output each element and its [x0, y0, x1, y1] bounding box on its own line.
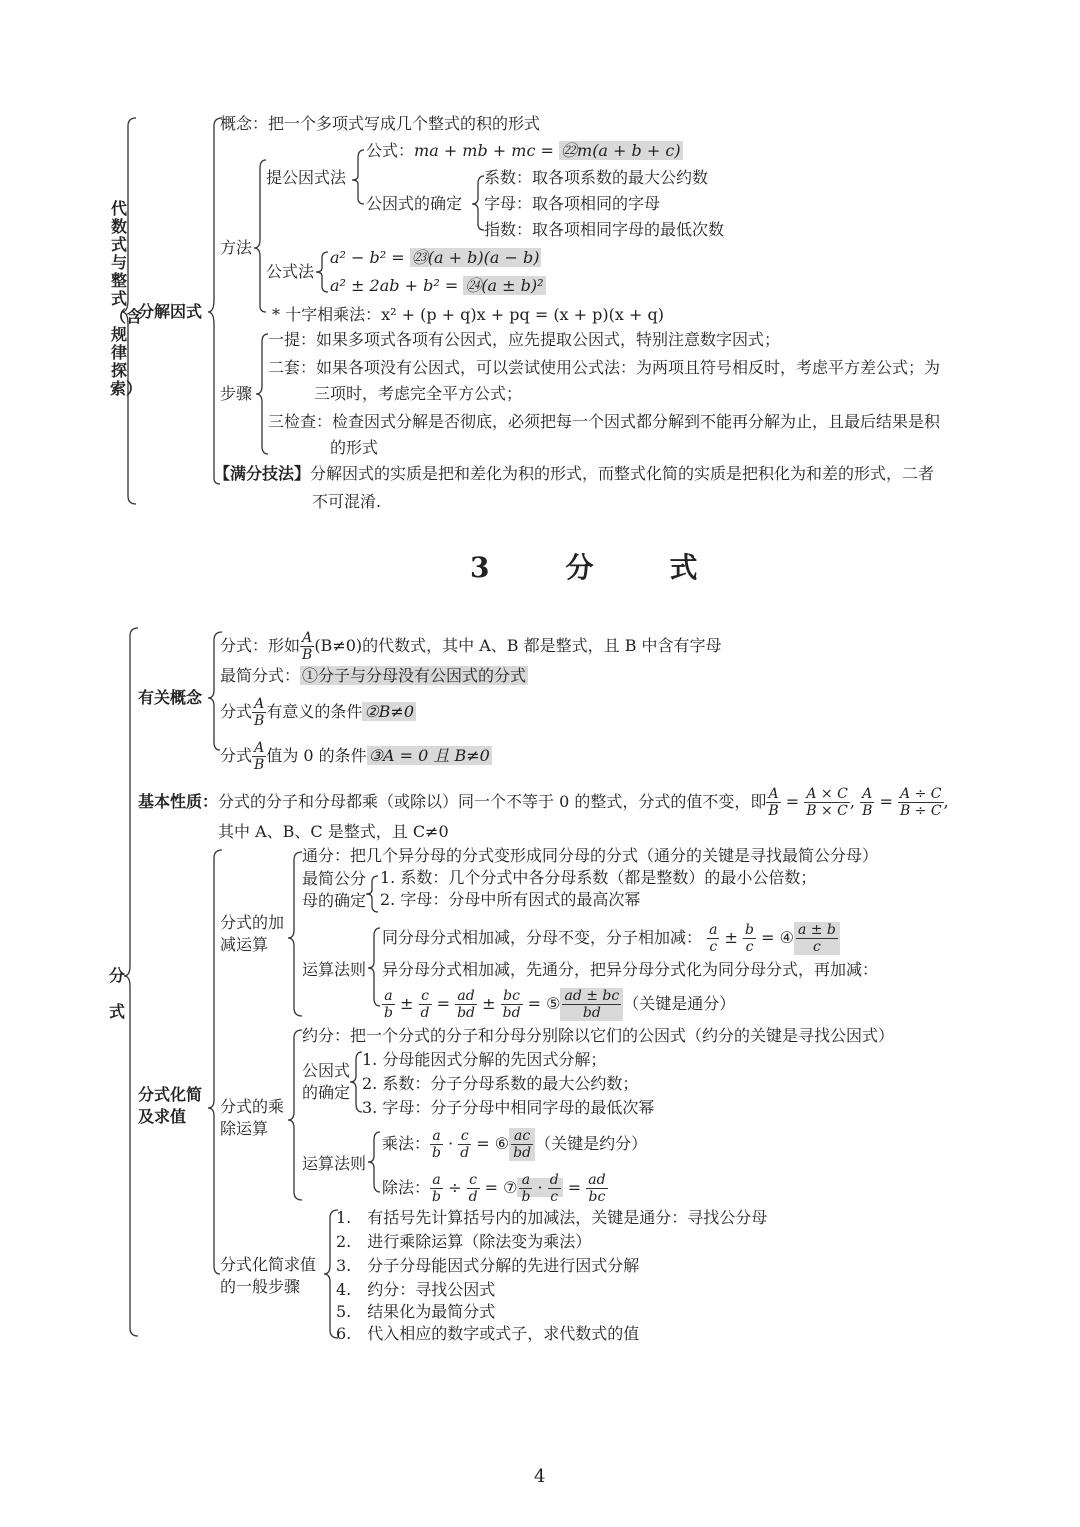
- frac-num: ad ± bc: [564, 988, 620, 1004]
- frac-den: B: [254, 713, 265, 729]
- frac-den: b: [521, 1189, 531, 1205]
- rule-label-add: 运算法则: [302, 960, 367, 979]
- frac-num: b: [745, 922, 755, 938]
- node-simplify: 分式化简及求值: [138, 1085, 203, 1126]
- frac-den: b: [432, 1145, 441, 1161]
- concept-3-pre: 分式: [220, 702, 253, 721]
- gcf-rule-1: 1. 分母能因式分解的先因式分解；: [362, 1050, 607, 1069]
- frac-num: c: [419, 988, 432, 1005]
- lcd-label: 最简公分母的确定: [302, 869, 367, 910]
- frac-den: B: [768, 803, 779, 819]
- answer-23: ㉓(a + b)(a − b): [411, 248, 540, 267]
- fraction-a-b-mul: [430, 1128, 443, 1161]
- fraction-a-b: [766, 786, 780, 819]
- answer-6: [509, 1128, 535, 1161]
- answer-2: ②B≠0: [364, 702, 415, 721]
- answer-7-marker: ⑦: [503, 1178, 518, 1197]
- frac-num: a: [382, 988, 395, 1005]
- fraction-adc-bdc: [898, 786, 944, 819]
- frac-num: a: [519, 1172, 532, 1189]
- frac-num: A: [252, 740, 266, 757]
- node-concepts: 有关概念: [138, 688, 203, 707]
- frac-den: B ÷ C: [899, 803, 942, 819]
- node-factorization: 分解因式: [138, 302, 203, 321]
- fraction-c-d: [419, 988, 432, 1021]
- concept-1-post: (B≠0)的代数式，其中 A、B 都是整式，且 B 中含有字母: [314, 636, 722, 655]
- fraction-b-c: [743, 922, 756, 955]
- concept-2: [220, 666, 528, 686]
- page-number: 4: [534, 1466, 546, 1487]
- frac-num: A: [766, 786, 780, 803]
- frac-num: A ÷ C: [898, 786, 944, 803]
- tongfen: 通分：把几个异分母的分式变形成同分母的分式（通分的关键是寻找最简公分母）: [302, 846, 879, 865]
- general-step-3: 3. 分子分母能因式分解的先进行因式分解: [336, 1256, 640, 1275]
- step-3a: 三检查：检查因式分解是否彻底，必须把每一个因式都分解到不能再分解为止，且最后结果是积: [268, 412, 941, 431]
- frac-num: A × C: [804, 786, 850, 803]
- concept-1: [220, 630, 722, 663]
- gcf-rule-3: 3. 字母：分子分母中相同字母的最低次幂: [362, 1098, 655, 1117]
- frac-den: B: [254, 757, 265, 773]
- basic-property-2: 其中 A、B、C 是整式，且 C≠0: [218, 822, 449, 841]
- tip-text: 分解因式的实质是把和差化为积的形式，而整式化简的实质是把积化为和差的形式，二者: [310, 464, 935, 483]
- cross-multiplication: * 十字相乘法：x² + (p + q)x + pq = (x + p)(x + q): [272, 305, 664, 324]
- frac-num: bc: [501, 988, 523, 1005]
- basic-text: 分式的分子和分母都乘（或除以）同一个不等于 0 的整式，分式的值不变，即: [218, 792, 767, 811]
- answer-5: [560, 988, 623, 1021]
- steps-label: 步骤: [220, 384, 253, 403]
- answer-4-marker: ④: [779, 928, 794, 947]
- frac-den: c: [550, 1189, 559, 1205]
- frac-num: d: [549, 1172, 559, 1188]
- div-formula: 除法： $\frac{a}{b}$ ÷ $\frac{c}{d}$ = ⑦ $\frac{a}{b}$ · $\frac{d}{c}$ = $\frac{ad}{bc}$: [382, 1172, 606, 1205]
- section-title: 3 分 式: [470, 551, 722, 584]
- diff-formula: $\frac{a}{b}$ ± $\frac{c}{d}$ = $\frac{ad}{bd}$ ± $\frac{bc}{bd}$ = ⑤ $\frac{ad \pm bc}{bd}$ （关键是通分）: [384, 988, 736, 1021]
- answer-22: ㉒m(a + b + c): [561, 141, 681, 160]
- answer-6-marker: ⑥: [494, 1134, 510, 1153]
- rule-label-mul: 运算法则: [302, 1154, 367, 1173]
- fraction-a-over-b-2: [252, 696, 266, 729]
- answer-5-marker: ⑤: [546, 994, 561, 1013]
- concept-3-post: 有意义的条件: [266, 702, 363, 721]
- frac-num: A: [860, 786, 874, 803]
- fraction-a-c: [707, 922, 719, 955]
- fraction-a-over-b: [300, 630, 314, 663]
- frac-den: c: [745, 939, 754, 955]
- frac-den: bd: [513, 1145, 532, 1161]
- div-label: 除法：: [382, 1178, 431, 1197]
- coef-rule: 系数：取各项系数的最大公约数: [484, 168, 709, 187]
- general-step-1: 1. 有括号先计算括号内的加减法，关键是通分：寻找公分母: [336, 1208, 768, 1227]
- formula-2-expr: a² ± 2ab + b² =: [330, 276, 459, 295]
- frac-num: a: [430, 1128, 443, 1145]
- fraction-ad-bc: [586, 1172, 607, 1205]
- frac-den: B: [862, 803, 873, 819]
- lcd-rule-2: 2. 字母：分母中所有因式的最高次幂: [380, 890, 641, 909]
- fraction-a-b-2: [860, 786, 874, 819]
- step-1: 一提：如果多项式各项有公因式，应先提取公因式，特别注意数字因式；: [268, 330, 781, 349]
- gcf-rule-2: 2. 系数：分子分母系数的最大公约数；: [362, 1074, 639, 1093]
- diff-denominator: 异分母分式相加减，先通分，把异分母分式化为同分母分式，再加减：: [382, 960, 879, 979]
- fraction-a-b-add: [382, 988, 395, 1021]
- common-factor-method: 提公因式法: [266, 168, 347, 187]
- frac-den: b: [384, 1005, 393, 1021]
- concept-3: [220, 696, 416, 729]
- answer-24: ㉔(a ± b)²: [465, 276, 544, 295]
- concept-4: [220, 740, 492, 773]
- letter-rule: 字母：取各项相同的字母: [484, 194, 661, 213]
- answer-1: ①分子与分母没有公因式的分式: [302, 666, 527, 685]
- frac-den: bd: [582, 1005, 601, 1021]
- gcf-label: 公因式的确定: [302, 1061, 351, 1102]
- frac-den: c: [812, 939, 821, 955]
- answer-4: [794, 922, 840, 955]
- concept-4-post: 值为 0 的条件: [266, 746, 367, 765]
- basic-label: 基本性质：: [138, 792, 219, 811]
- frac-den: d: [468, 1189, 478, 1205]
- frac-den: bd: [502, 1005, 521, 1021]
- root-label-1: 代数式与整式（含规律探索）: [110, 199, 143, 398]
- basic-property: 基本性质：分式的分子和分母都乘（或除以）同一个不等于 0 的整式，分式的值不变，即 $\frac{A}{B}$ = $\frac{A \times C}{B \times C}$ , $\frac{A}{B}$ = $\frac{A \div C}{B \div C}$ ,: [138, 786, 949, 819]
- fraction-a-b-div: [430, 1172, 443, 1205]
- concept-line: 概念：把一个多项式写成几个整式的积的形式: [220, 114, 541, 133]
- key-yuefen: （关键是约分）: [535, 1134, 648, 1153]
- general-steps-label: 分式化简求值的一般步骤: [220, 1255, 317, 1296]
- general-step-5: 5. 结果化为最简分式: [336, 1302, 496, 1321]
- frac-num: c: [467, 1172, 480, 1189]
- formula-label: 公式：: [366, 141, 415, 160]
- formula-1-expr: a² − b² =: [330, 248, 405, 267]
- fraction-d-c-ans: [548, 1172, 561, 1205]
- frac-den: B: [302, 647, 313, 663]
- common-factor-determine: 公因式的确定: [366, 194, 463, 213]
- yuefen: 约分：把一个分式的分子和分母分别除以它们的公因式（约分的关键是寻找公因式）: [302, 1026, 895, 1045]
- frac-den: c: [709, 939, 718, 955]
- frac-num: a: [709, 922, 718, 938]
- frac-den: d: [420, 1005, 430, 1021]
- same-text: 同分母分式相加减，分母不变，分子相加减：: [382, 928, 703, 947]
- fraction-ac-bc: [804, 786, 850, 819]
- general-step-4: 4. 约分：寻找公因式: [336, 1280, 496, 1299]
- key-tongfen: （关键是通分）: [623, 994, 736, 1013]
- fraction-a-b-ans: [519, 1172, 532, 1205]
- fraction-a-over-b-3: [252, 740, 266, 773]
- tip-label: 【满分技法】: [214, 464, 311, 483]
- frac-den: B × C: [806, 803, 848, 819]
- formula-expr: ma + mb + mc =: [414, 141, 554, 160]
- general-step-2: 2. 进行乘除运算（除法变为乘法）: [336, 1232, 592, 1251]
- frac-num: A: [252, 696, 266, 713]
- frac-num: ac: [511, 1128, 533, 1145]
- frac-num: ad: [588, 1172, 606, 1188]
- step-2a: 二套：如果各项没有公因式，可以尝试使用公式法：为两项且符号相反时，考虑平方差公式；为: [268, 358, 941, 377]
- same-denominator: 同分母分式相加减，分母不变，分子相加减： $\frac{a}{c}$ ± $\frac{b}{c}$ = ④ $\frac{a \pm b}{c}$: [382, 922, 840, 955]
- fraction-c-d-mul: [458, 1128, 471, 1161]
- mul-label: 乘法：: [382, 1134, 431, 1153]
- fraction-ad-bd: [455, 988, 477, 1021]
- step-2b: 三项时，考虑完全平方公式；: [314, 384, 523, 403]
- answer-3: ③A = 0 且 B≠0: [368, 746, 490, 765]
- frac-num: c: [458, 1128, 471, 1145]
- general-step-6: 6. 代入相应的数字或式子，求代数式的值: [336, 1324, 640, 1343]
- frac-num: a: [430, 1172, 443, 1189]
- frac-num: ad: [455, 988, 477, 1005]
- tip-text-2: 不可混淆.: [312, 492, 382, 511]
- root-label-2: 分式: [108, 966, 125, 1021]
- formula-method: 公式法: [266, 262, 315, 281]
- muldiv-label: 分式的乘除运算: [220, 1097, 285, 1138]
- frac-den: bc: [588, 1189, 606, 1205]
- frac-den: d: [460, 1145, 470, 1161]
- answer-7: $\frac{a}{b}$ · $\frac{d}{c}$: [517, 1178, 562, 1197]
- step-3b: 的形式: [330, 438, 379, 457]
- fraction-c-d-div: [467, 1172, 480, 1205]
- frac-num: a ± b: [797, 922, 836, 938]
- concept-1-pre: 分式：形如: [220, 636, 301, 655]
- mul-formula: 乘法： $\frac{a}{b}$ · $\frac{c}{d}$ = ⑥ $\frac{ac}{bd}$ （关键是约分）: [382, 1128, 648, 1161]
- method-label: 方法: [220, 238, 253, 257]
- fraction-bc-bd: [501, 988, 523, 1021]
- addsub-label: 分式的加减运算: [220, 913, 285, 954]
- concept-4-pre: 分式: [220, 746, 253, 765]
- exponent-rule: 指数：取各项相同字母的最低次数: [484, 220, 725, 239]
- frac-den: bd: [457, 1005, 476, 1021]
- frac-num: A: [300, 630, 314, 647]
- frac-den: b: [432, 1189, 441, 1205]
- concept-2-pre: 最简分式：: [220, 666, 301, 685]
- lcd-rule-1: 1. 系数：几个分式中各分母系数（都是整数）的最小公倍数；: [380, 868, 817, 887]
